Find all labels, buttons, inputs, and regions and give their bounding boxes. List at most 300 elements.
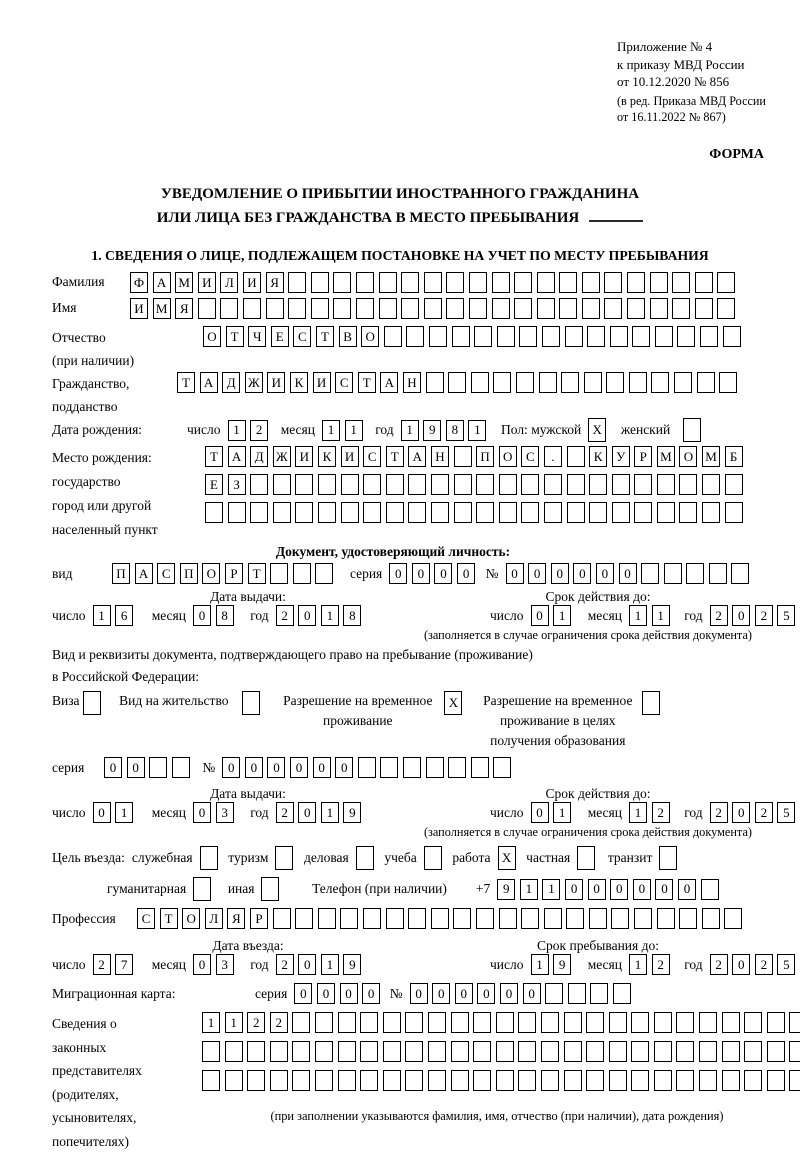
residence-permit-checkbox[interactable] <box>242 691 265 715</box>
char-cell[interactable] <box>275 846 293 870</box>
char-cell[interactable]: У <box>612 446 630 467</box>
char-cell[interactable]: С <box>157 563 175 584</box>
char-cell[interactable]: 2 <box>710 802 728 823</box>
char-cell[interactable]: С <box>363 446 381 467</box>
char-cell[interactable] <box>452 326 470 347</box>
char-cell[interactable] <box>250 474 268 495</box>
char-cell[interactable] <box>650 298 668 319</box>
char-cell[interactable] <box>261 877 279 901</box>
char-cell[interactable] <box>288 272 306 293</box>
char-cell[interactable]: 2 <box>652 802 670 823</box>
char-cell[interactable] <box>609 1070 627 1091</box>
char-cell[interactable] <box>612 474 630 495</box>
char-cell[interactable]: 2 <box>276 802 294 823</box>
char-cell[interactable] <box>586 1070 604 1091</box>
char-cell[interactable] <box>311 298 329 319</box>
char-cell[interactable] <box>149 757 167 778</box>
char-cell[interactable]: И <box>198 272 216 293</box>
char-cell[interactable] <box>356 272 374 293</box>
char-cell[interactable]: 1 <box>629 802 647 823</box>
char-cell[interactable] <box>292 1012 310 1033</box>
char-cell[interactable]: 0 <box>732 802 750 823</box>
char-cell[interactable] <box>360 1012 378 1033</box>
char-cell[interactable] <box>722 1070 740 1091</box>
char-cell[interactable] <box>604 298 622 319</box>
char-cell[interactable] <box>725 474 743 495</box>
char-cell[interactable]: О <box>203 326 221 347</box>
char-cell[interactable]: 0 <box>193 954 211 975</box>
char-cell[interactable] <box>695 272 713 293</box>
char-cell[interactable]: 3 <box>216 802 234 823</box>
char-cell[interactable]: 0 <box>619 563 637 584</box>
char-cell[interactable] <box>492 272 510 293</box>
char-cell[interactable]: О <box>182 908 200 929</box>
char-cell[interactable] <box>541 1041 559 1062</box>
char-cell[interactable] <box>202 1041 220 1062</box>
char-cell[interactable] <box>544 908 562 929</box>
char-cell[interactable] <box>723 326 741 347</box>
char-cell[interactable] <box>360 1070 378 1091</box>
char-cell[interactable]: 5 <box>777 605 795 626</box>
char-cell[interactable]: X <box>588 418 606 442</box>
char-cell[interactable]: 0 <box>500 983 518 1004</box>
purpose-other-checkbox[interactable] <box>261 877 284 901</box>
char-cell[interactable] <box>379 298 397 319</box>
char-cell[interactable]: З <box>228 474 246 495</box>
char-cell[interactable] <box>567 474 585 495</box>
char-cell[interactable] <box>318 502 336 523</box>
char-cell[interactable] <box>429 326 447 347</box>
char-cell[interactable] <box>247 1070 265 1091</box>
char-cell[interactable]: Ж <box>273 446 291 467</box>
char-cell[interactable] <box>518 1012 536 1033</box>
char-cell[interactable] <box>521 502 539 523</box>
char-cell[interactable] <box>702 908 720 929</box>
char-cell[interactable] <box>426 372 444 393</box>
char-cell[interactable] <box>83 691 101 715</box>
char-cell[interactable]: С <box>335 372 353 393</box>
visa-checkbox[interactable] <box>83 691 106 715</box>
char-cell[interactable] <box>292 1070 310 1091</box>
char-cell[interactable]: П <box>112 563 130 584</box>
char-cell[interactable]: 2 <box>276 954 294 975</box>
char-cell[interactable] <box>338 1041 356 1062</box>
char-cell[interactable] <box>383 1070 401 1091</box>
char-cell[interactable] <box>627 272 645 293</box>
char-cell[interactable]: 0 <box>222 757 240 778</box>
char-cell[interactable] <box>676 1070 694 1091</box>
char-cell[interactable] <box>683 418 701 442</box>
char-cell[interactable]: 0 <box>588 879 606 900</box>
sex-male-checkbox[interactable] <box>588 418 611 442</box>
char-cell[interactable] <box>496 1070 514 1091</box>
char-cell[interactable]: . <box>544 446 562 467</box>
char-cell[interactable]: 1 <box>321 802 339 823</box>
char-cell[interactable]: 5 <box>777 954 795 975</box>
char-cell[interactable] <box>514 272 532 293</box>
char-cell[interactable] <box>338 1070 356 1091</box>
char-cell[interactable] <box>634 502 652 523</box>
char-cell[interactable] <box>401 298 419 319</box>
char-cell[interactable] <box>544 474 562 495</box>
char-cell[interactable] <box>360 1041 378 1062</box>
char-cell[interactable] <box>493 372 511 393</box>
char-cell[interactable] <box>709 563 727 584</box>
char-cell[interactable]: Н <box>431 446 449 467</box>
char-cell[interactable]: И <box>313 372 331 393</box>
char-cell[interactable] <box>537 298 555 319</box>
char-cell[interactable] <box>679 474 697 495</box>
char-cell[interactable] <box>448 372 466 393</box>
char-cell[interactable] <box>744 1070 762 1091</box>
char-cell[interactable]: 0 <box>410 983 428 1004</box>
char-cell[interactable]: Т <box>316 326 334 347</box>
char-cell[interactable] <box>719 372 737 393</box>
char-cell[interactable] <box>193 877 211 901</box>
char-cell[interactable] <box>273 502 291 523</box>
char-cell[interactable]: Я <box>266 272 284 293</box>
char-cell[interactable]: 1 <box>345 420 363 441</box>
char-cell[interactable] <box>363 502 381 523</box>
char-cell[interactable] <box>695 298 713 319</box>
char-cell[interactable]: И <box>130 298 148 319</box>
char-cell[interactable] <box>632 326 650 347</box>
char-cell[interactable]: 1 <box>629 954 647 975</box>
char-cell[interactable]: Т <box>386 446 404 467</box>
char-cell[interactable] <box>521 908 539 929</box>
char-cell[interactable]: 1 <box>321 605 339 626</box>
char-cell[interactable]: Ф <box>130 272 148 293</box>
char-cell[interactable] <box>634 908 652 929</box>
char-cell[interactable]: С <box>521 446 539 467</box>
char-cell[interactable] <box>451 1012 469 1033</box>
char-cell[interactable] <box>565 326 583 347</box>
char-cell[interactable] <box>589 908 607 929</box>
char-cell[interactable] <box>541 1012 559 1033</box>
char-cell[interactable]: Л <box>220 272 238 293</box>
char-cell[interactable]: 0 <box>298 954 316 975</box>
char-cell[interactable]: 1 <box>321 954 339 975</box>
char-cell[interactable] <box>356 846 374 870</box>
char-cell[interactable] <box>492 298 510 319</box>
char-cell[interactable]: Ч <box>248 326 266 347</box>
char-cell[interactable] <box>496 1012 514 1033</box>
char-cell[interactable]: 0 <box>732 954 750 975</box>
char-cell[interactable]: 2 <box>710 605 728 626</box>
char-cell[interactable]: 0 <box>596 563 614 584</box>
char-cell[interactable]: Т <box>205 446 223 467</box>
char-cell[interactable]: 0 <box>317 983 335 1004</box>
char-cell[interactable] <box>606 372 624 393</box>
char-cell[interactable]: X <box>498 846 516 870</box>
char-cell[interactable] <box>406 326 424 347</box>
char-cell[interactable]: К <box>318 446 336 467</box>
char-cell[interactable] <box>315 1012 333 1033</box>
char-cell[interactable] <box>659 846 677 870</box>
char-cell[interactable] <box>295 474 313 495</box>
char-cell[interactable] <box>358 757 376 778</box>
char-cell[interactable]: 0 <box>389 563 407 584</box>
purpose-business-checkbox[interactable] <box>356 846 379 870</box>
temp-residence-education-checkbox[interactable] <box>642 691 665 715</box>
char-cell[interactable] <box>634 474 652 495</box>
char-cell[interactable]: 9 <box>553 954 571 975</box>
char-cell[interactable]: 3 <box>216 954 234 975</box>
char-cell[interactable] <box>476 908 494 929</box>
char-cell[interactable] <box>725 502 743 523</box>
char-cell[interactable] <box>699 1070 717 1091</box>
char-cell[interactable]: Я <box>227 908 245 929</box>
char-cell[interactable] <box>446 298 464 319</box>
sex-female-checkbox[interactable] <box>683 418 706 442</box>
char-cell[interactable] <box>567 446 585 467</box>
char-cell[interactable] <box>333 298 351 319</box>
char-cell[interactable]: А <box>380 372 398 393</box>
char-cell[interactable] <box>654 1041 672 1062</box>
char-cell[interactable]: 0 <box>434 563 452 584</box>
char-cell[interactable]: Т <box>248 563 266 584</box>
char-cell[interactable]: Я <box>175 298 193 319</box>
char-cell[interactable] <box>340 908 358 929</box>
char-cell[interactable]: 1 <box>652 605 670 626</box>
char-cell[interactable] <box>789 1012 800 1033</box>
char-cell[interactable] <box>767 1041 785 1062</box>
char-cell[interactable]: А <box>408 446 426 467</box>
char-cell[interactable] <box>379 272 397 293</box>
char-cell[interactable]: 0 <box>573 563 591 584</box>
char-cell[interactable] <box>642 691 660 715</box>
purpose-humanitarian-checkbox[interactable] <box>193 877 216 901</box>
char-cell[interactable] <box>318 908 336 929</box>
char-cell[interactable]: 0 <box>335 757 353 778</box>
char-cell[interactable] <box>243 298 261 319</box>
char-cell[interactable] <box>627 298 645 319</box>
char-cell[interactable] <box>318 474 336 495</box>
char-cell[interactable] <box>363 474 381 495</box>
char-cell[interactable]: X <box>444 691 462 715</box>
purpose-private-checkbox[interactable] <box>577 846 600 870</box>
char-cell[interactable] <box>446 272 464 293</box>
char-cell[interactable]: А <box>135 563 153 584</box>
char-cell[interactable]: С <box>293 326 311 347</box>
char-cell[interactable]: 0 <box>267 757 285 778</box>
char-cell[interactable] <box>722 1041 740 1062</box>
char-cell[interactable]: 0 <box>340 983 358 1004</box>
char-cell[interactable] <box>247 1041 265 1062</box>
char-cell[interactable] <box>677 326 695 347</box>
char-cell[interactable]: С <box>137 908 155 929</box>
char-cell[interactable]: 2 <box>93 954 111 975</box>
char-cell[interactable] <box>586 1041 604 1062</box>
char-cell[interactable]: 0 <box>565 879 583 900</box>
char-cell[interactable]: 1 <box>202 1012 220 1033</box>
char-cell[interactable]: Л <box>205 908 223 929</box>
char-cell[interactable] <box>589 474 607 495</box>
char-cell[interactable] <box>655 326 673 347</box>
char-cell[interactable] <box>476 502 494 523</box>
char-cell[interactable]: А <box>153 272 171 293</box>
char-cell[interactable] <box>172 757 190 778</box>
char-cell[interactable] <box>315 1041 333 1062</box>
char-cell[interactable] <box>200 846 218 870</box>
char-cell[interactable]: Е <box>205 474 223 495</box>
char-cell[interactable]: 0 <box>313 757 331 778</box>
char-cell[interactable]: 2 <box>755 954 773 975</box>
char-cell[interactable] <box>451 1041 469 1062</box>
char-cell[interactable] <box>582 298 600 319</box>
char-cell[interactable] <box>473 1070 491 1091</box>
char-cell[interactable]: 1 <box>553 802 571 823</box>
char-cell[interactable] <box>401 272 419 293</box>
char-cell[interactable] <box>539 372 557 393</box>
char-cell[interactable] <box>380 757 398 778</box>
char-cell[interactable]: П <box>476 446 494 467</box>
char-cell[interactable] <box>564 1070 582 1091</box>
char-cell[interactable]: 8 <box>216 605 234 626</box>
char-cell[interactable] <box>631 1070 649 1091</box>
char-cell[interactable] <box>386 908 404 929</box>
char-cell[interactable] <box>731 563 749 584</box>
char-cell[interactable] <box>469 272 487 293</box>
char-cell[interactable] <box>288 298 306 319</box>
char-cell[interactable] <box>567 502 585 523</box>
char-cell[interactable] <box>544 502 562 523</box>
char-cell[interactable] <box>428 1041 446 1062</box>
char-cell[interactable] <box>228 502 246 523</box>
char-cell[interactable]: 1 <box>553 605 571 626</box>
char-cell[interactable]: 1 <box>322 420 340 441</box>
char-cell[interactable] <box>270 563 288 584</box>
char-cell[interactable] <box>225 1070 243 1091</box>
char-cell[interactable] <box>519 326 537 347</box>
char-cell[interactable]: 0 <box>193 802 211 823</box>
char-cell[interactable] <box>589 502 607 523</box>
char-cell[interactable]: 9 <box>343 954 361 975</box>
char-cell[interactable] <box>651 372 669 393</box>
char-cell[interactable]: 6 <box>115 605 133 626</box>
char-cell[interactable]: Е <box>271 326 289 347</box>
char-cell[interactable]: Р <box>225 563 243 584</box>
char-cell[interactable] <box>700 326 718 347</box>
char-cell[interactable] <box>545 983 563 1004</box>
char-cell[interactable] <box>315 563 333 584</box>
char-cell[interactable]: 0 <box>633 879 651 900</box>
char-cell[interactable]: Д <box>222 372 240 393</box>
char-cell[interactable]: 2 <box>755 605 773 626</box>
char-cell[interactable] <box>789 1070 800 1091</box>
char-cell[interactable] <box>295 908 313 929</box>
char-cell[interactable] <box>631 1041 649 1062</box>
char-cell[interactable]: И <box>341 446 359 467</box>
char-cell[interactable] <box>386 502 404 523</box>
char-cell[interactable]: П <box>180 563 198 584</box>
char-cell[interactable] <box>405 1070 423 1091</box>
char-cell[interactable]: 5 <box>777 802 795 823</box>
char-cell[interactable] <box>292 1041 310 1062</box>
char-cell[interactable]: 1 <box>531 954 549 975</box>
char-cell[interactable] <box>499 908 517 929</box>
char-cell[interactable]: 1 <box>115 802 133 823</box>
char-cell[interactable] <box>270 1070 288 1091</box>
char-cell[interactable] <box>454 502 472 523</box>
char-cell[interactable] <box>518 1070 536 1091</box>
char-cell[interactable] <box>699 1012 717 1033</box>
char-cell[interactable] <box>672 272 690 293</box>
char-cell[interactable] <box>744 1012 762 1033</box>
char-cell[interactable]: М <box>657 446 675 467</box>
char-cell[interactable] <box>657 502 675 523</box>
char-cell[interactable] <box>383 1012 401 1033</box>
char-cell[interactable] <box>521 474 539 495</box>
purpose-study-checkbox[interactable] <box>424 846 447 870</box>
char-cell[interactable]: О <box>202 563 220 584</box>
char-cell[interactable] <box>356 298 374 319</box>
char-cell[interactable] <box>701 879 719 900</box>
char-cell[interactable] <box>408 474 426 495</box>
char-cell[interactable] <box>476 474 494 495</box>
char-cell[interactable]: Б <box>725 446 743 467</box>
temp-residence-checkbox[interactable] <box>444 691 467 715</box>
char-cell[interactable] <box>424 846 442 870</box>
char-cell[interactable] <box>225 1041 243 1062</box>
char-cell[interactable] <box>471 372 489 393</box>
char-cell[interactable]: А <box>228 446 246 467</box>
char-cell[interactable]: 1 <box>542 879 560 900</box>
char-cell[interactable] <box>386 474 404 495</box>
char-cell[interactable] <box>270 1041 288 1062</box>
char-cell[interactable] <box>428 1012 446 1033</box>
char-cell[interactable] <box>383 1041 401 1062</box>
char-cell[interactable]: Т <box>226 326 244 347</box>
char-cell[interactable] <box>499 474 517 495</box>
purpose-tourism-checkbox[interactable] <box>275 846 298 870</box>
char-cell[interactable]: 0 <box>245 757 263 778</box>
char-cell[interactable]: М <box>153 298 171 319</box>
char-cell[interactable]: 0 <box>104 757 122 778</box>
char-cell[interactable]: И <box>267 372 285 393</box>
char-cell[interactable] <box>612 502 630 523</box>
char-cell[interactable] <box>561 372 579 393</box>
char-cell[interactable]: 2 <box>652 954 670 975</box>
char-cell[interactable] <box>697 372 715 393</box>
char-cell[interactable]: 9 <box>497 879 515 900</box>
char-cell[interactable] <box>744 1041 762 1062</box>
char-cell[interactable] <box>650 272 668 293</box>
char-cell[interactable] <box>363 908 381 929</box>
char-cell[interactable] <box>541 1070 559 1091</box>
char-cell[interactable] <box>341 502 359 523</box>
char-cell[interactable]: 0 <box>732 605 750 626</box>
purpose-work-checkbox[interactable] <box>498 846 521 870</box>
char-cell[interactable]: Т <box>177 372 195 393</box>
char-cell[interactable]: 0 <box>655 879 673 900</box>
char-cell[interactable] <box>514 298 532 319</box>
char-cell[interactable]: 0 <box>457 563 475 584</box>
char-cell[interactable] <box>518 1041 536 1062</box>
char-cell[interactable] <box>341 474 359 495</box>
char-cell[interactable] <box>767 1012 785 1033</box>
char-cell[interactable]: 0 <box>531 605 549 626</box>
char-cell[interactable]: Д <box>250 446 268 467</box>
char-cell[interactable] <box>679 908 697 929</box>
char-cell[interactable]: 0 <box>127 757 145 778</box>
char-cell[interactable] <box>613 983 631 1004</box>
char-cell[interactable] <box>198 298 216 319</box>
char-cell[interactable] <box>566 908 584 929</box>
char-cell[interactable] <box>338 1012 356 1033</box>
char-cell[interactable] <box>431 474 449 495</box>
char-cell[interactable] <box>497 326 515 347</box>
